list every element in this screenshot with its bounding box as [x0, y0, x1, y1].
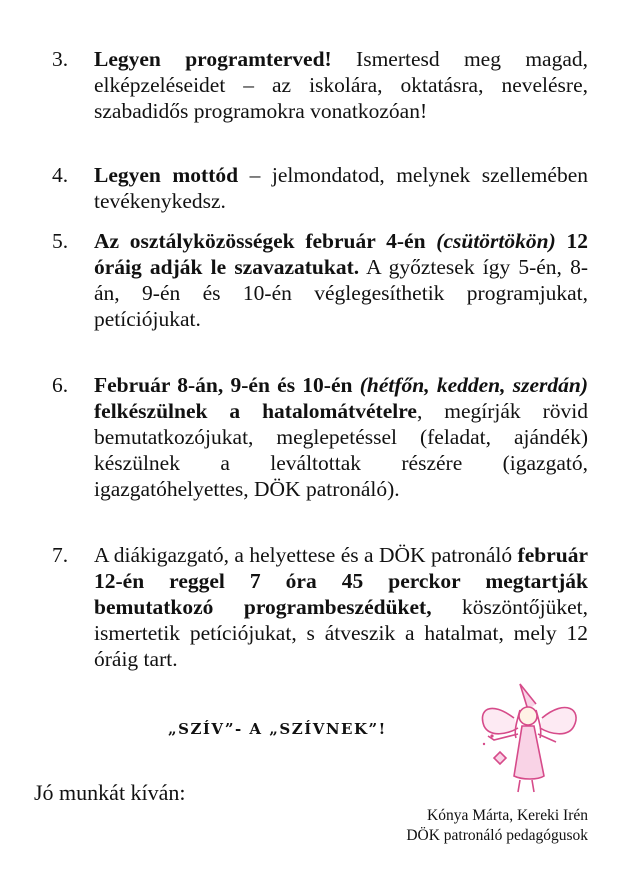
- sparkle-icon: [490, 734, 493, 737]
- item-text: [94, 372, 588, 502]
- item-text: [94, 46, 588, 124]
- signature-block: [406, 806, 588, 846]
- signer-names: Kónya Márta, Kereki Irén: [427, 807, 588, 824]
- item-text-bold: 12 óráig adják le szavazatukat.: [94, 229, 588, 279]
- item-text-normal: A győztesek így 5-én, 8-án, 9-én és 10-én véglegesíthetik programjukat, petíciójukat.: [94, 255, 588, 331]
- item-number: 6.: [52, 373, 69, 397]
- item-text-normal: – jelmondatod, melynek szellemében tevékenykedsz.: [94, 163, 588, 213]
- fairy-illustration: [470, 680, 590, 800]
- motto: „SZÍV”- A „SZÍVNEK”!: [168, 720, 387, 738]
- item-text-normal: köszöntőjüket, ismertetik petíciójukat, s átveszik a hatalmat, mely 12 óráig tart.: [94, 595, 588, 671]
- item-text-bold: február 12-én reggel 7 óra 45 perckor megtartják bemutatkozó programbeszédüket,: [94, 543, 588, 619]
- item-text-bold-italic: (csütörtökön): [436, 229, 556, 253]
- signer-role: DÖK patronáló pedagógusok: [406, 827, 588, 844]
- item-text: [94, 162, 588, 214]
- item-text-bold-italic: (hétfőn, kedden, szerdán): [359, 373, 588, 397]
- item-number: 4.: [52, 163, 69, 187]
- item-text-normal: A diákigazgató, a helyettese és a DÖK patronáló: [94, 543, 518, 567]
- item-text: [94, 228, 588, 332]
- item-number: 5.: [52, 229, 69, 253]
- item-number: 3.: [52, 47, 69, 71]
- item-text-bold: Legyen mottód: [94, 163, 239, 187]
- sparkle-icon: [483, 743, 485, 745]
- item-number: 7.: [52, 543, 69, 567]
- item-text-bold: Legyen programterved!: [94, 47, 332, 71]
- item-text-normal: Ismertesd meg magad, elképzeléseidet – az iskolára, oktatásra, nevelésre, szabadidős programokra vonatkozóan!: [94, 47, 588, 123]
- item-text-bold: felkészülnek a hatalomátvételre: [94, 399, 417, 423]
- item-text-normal: , megírják rövid bemutatkozójukat, meglepetéssel (feladat, ajándék) készülnek a leváltottak részére (igazgató, igazgatóhelyettes, DÖK patronáló).: [94, 399, 588, 501]
- closing-line: Jó munkát kíván:: [34, 780, 186, 805]
- item-text-bold: Az osztályközösségek február 4-én: [94, 229, 437, 253]
- item-text: [94, 542, 588, 672]
- item-text-bold: Február 8-án, 9-én és 10-én: [94, 373, 360, 397]
